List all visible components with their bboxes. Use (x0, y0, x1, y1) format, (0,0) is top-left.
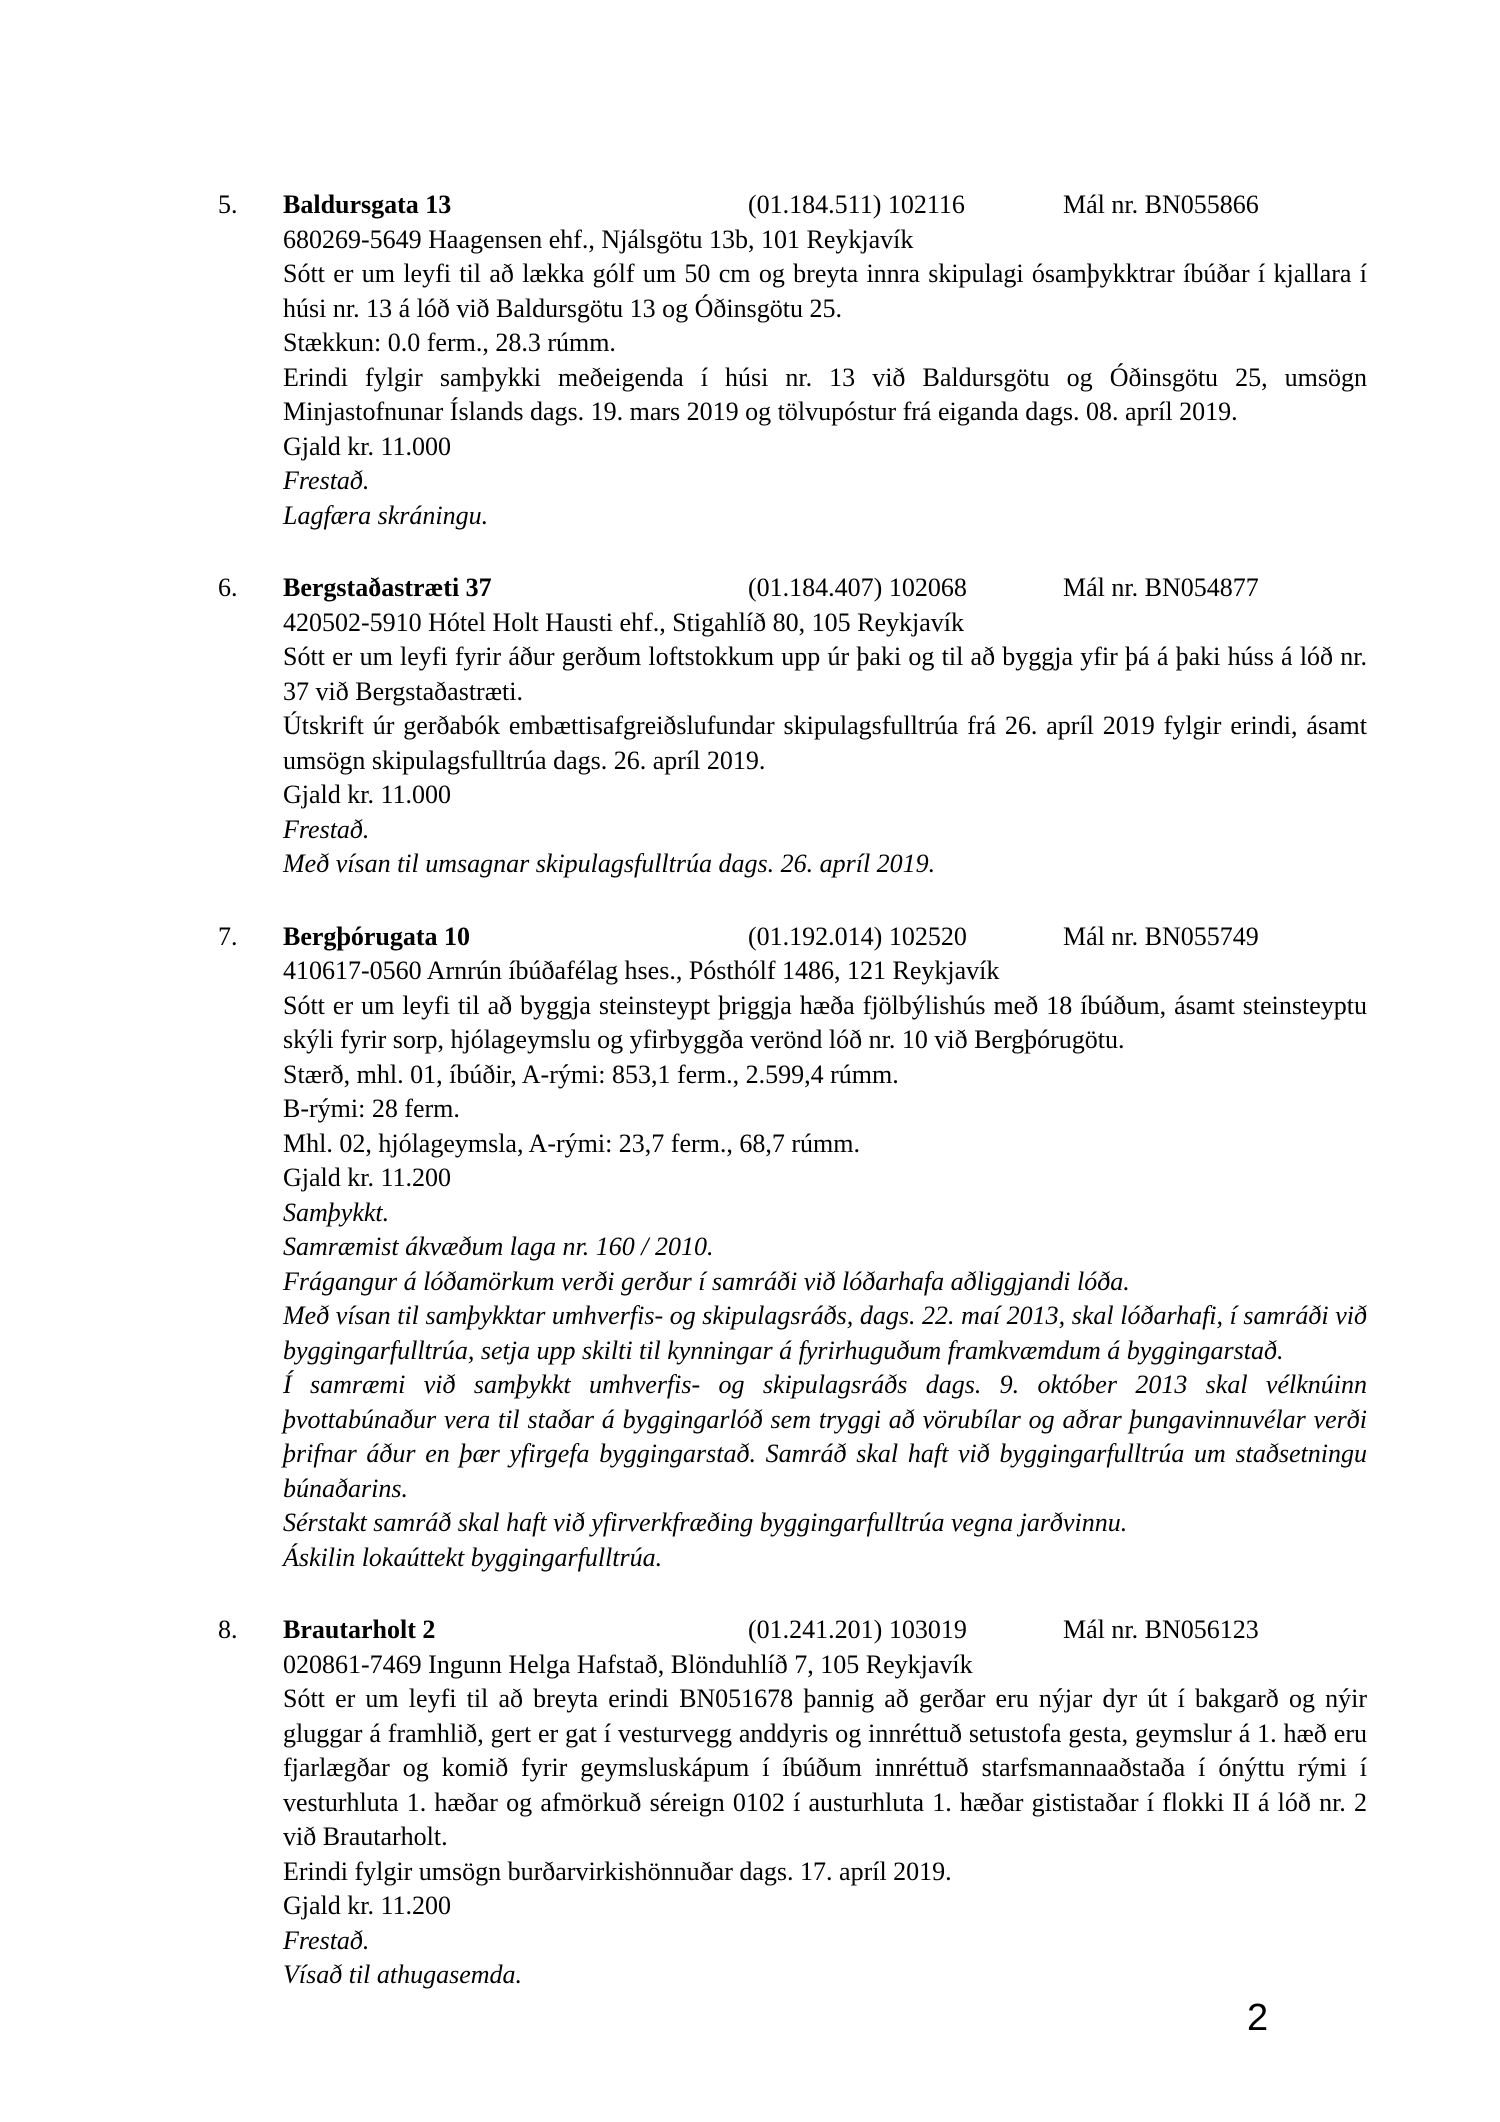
body-paragraph: Með vísan til umsagnar skipulagsfulltrúa dags. 26. apríl 2019. (283, 849, 936, 878)
body-paragraph: Lagfæra skráningu. (283, 500, 489, 530)
case-list (218, 188, 1367, 1993)
item-case-number: Mál nr. BN056123 (1063, 1615, 1259, 1644)
body-paragraph: Erindi fylgir samþykki meðeigenda í húsi nr. 13 við Baldursgötu og Óðinsgötu 25, umsögn Minjastofnunar Íslands dags. 19. mars 2019 og tölvupóstur frá eiganda dags. 08. apríl 2019. (283, 362, 1367, 426)
item-header (283, 571, 1367, 606)
agenda-item (218, 1613, 1367, 1993)
body-paragraph: Mhl. 02, hjólageymsla, A-rými: 23,7 ferm., 68,7 rúmm. (283, 1128, 860, 1158)
body-paragraph: Gjald kr. 11.000 (283, 780, 452, 809)
body-paragraph: Áskilin lokaúttekt byggingarfulltrúa. (283, 1542, 663, 1572)
item-property-ref: (01.192.014) 102520 (748, 921, 967, 951)
body-paragraph: Í samræmi við samþykkt umhverfis- og skipulagsráðs dags. 9. október 2013 skal vélknúinn þvottabúnaður vera til staðar á byggingarlóð sem tryggi að vörubílar og aðrar þungavinnuvélar verði þrifnar áður en þær yfirgefa byggingarstað. Samráð skal haft við byggingarfulltrúa um staðsetningu búnaðarins. (283, 1370, 1367, 1503)
body-paragraph: Sérstakt samráð skal haft við yfirverkfræðing byggingarfulltrúa vegna jarðvinnu. (283, 1508, 1128, 1537)
body-paragraph: B-rými: 28 ferm. (283, 1094, 460, 1123)
body-paragraph: Sótt er um leyfi fyrir áður gerðum loftstokkum upp úr þaki og til að byggja yfir þá á þaki húss á lóð nr. 37 við Bergstaðastræti. (283, 642, 1367, 706)
body-paragraph: Vísað til athugasemda. (283, 1960, 523, 1989)
item-case-number: Mál nr. BN054877 (1063, 573, 1259, 602)
body-paragraph: Frágangur á lóðamörkum verði gerður í samráði við lóðarhafa aðliggjandi lóða. (283, 1266, 1130, 1296)
item-body (283, 1682, 1367, 1993)
body-paragraph: Stærð, mhl. 01, íbúðir, A-rými: 853,1 ferm., 2.599,4 rúmm. (283, 1059, 899, 1089)
item-address: Bergþórugata 10 (283, 921, 471, 951)
item-address: Brautarholt 2 (283, 1615, 436, 1644)
item-owner: 420502-5910 Hótel Holt Hausti ehf., Stigahlíð 80, 105 Reykjavík (283, 607, 964, 637)
item-owner: 410617-0560 Arnrún íbúðafélag hses., Pósthólf 1486, 121 Reykjavík (283, 956, 1000, 985)
item-number: 5. (218, 190, 238, 219)
body-paragraph: Samþykkt. (283, 1197, 390, 1227)
body-paragraph: Gjald kr. 11.200 (283, 1891, 452, 1920)
body-paragraph: Sótt er um leyfi til að byggja steinsteypt þriggja hæða fjölbýlishús með 18 íbúðum, ásamt steinsteyptu skýli fyrir sorp, hjólageymslu og yfirbyggða verönd lóð nr. 10 við Bergþórugötu. (283, 990, 1367, 1054)
body-paragraph: Frestað. (283, 814, 370, 844)
body-paragraph: Útskrift úr gerðabók embættisafgreiðslufundar skipulagsfulltrúa frá 26. apríl 2019 fylgir erindi, ásamt umsögn skipulagsfulltrúa dags. 26. apríl 2019. (283, 711, 1367, 775)
item-number: 8. (218, 1615, 238, 1644)
agenda-item (218, 920, 1367, 1576)
agenda-item (218, 571, 1367, 882)
item-property-ref: (01.184.407) 102068 (748, 573, 967, 602)
item-body (283, 989, 1367, 1576)
item-header (283, 1613, 1367, 1648)
item-case-number: Mál nr. BN055749 (1063, 921, 1259, 951)
item-case-number: Mál nr. BN055866 (1063, 190, 1259, 219)
body-paragraph: Sótt er um leyfi til að lækka gólf um 50 cm og breyta innra skipulagi ósamþykktrar íbúðar í kjallara í húsi nr. 13 á lóð við Baldursgötu 13 og Óðinsgötu 25. (283, 259, 1367, 323)
body-paragraph: Erindi fylgir umsögn burðarvirkishönnuðar dags. 17. apríl 2019. (283, 1856, 952, 1886)
item-number: 7. (218, 921, 238, 951)
item-property-ref: (01.184.511) 102116 (748, 190, 965, 219)
body-paragraph: Frestað. (283, 466, 370, 495)
item-number: 6. (218, 573, 238, 602)
item-address: Bergstaðastræti 37 (283, 573, 492, 602)
body-paragraph: Sótt er um leyfi til að breyta erindi BN051678 þannig að gerðar eru nýjar dyr út í bakgarð og nýir gluggar á framhlið, gert er gat í vesturvegg anddyris og innréttuð setustofa gesta, geymslur á 1. hæð eru fjarlægðar og komið fyrir geymsluskápum í íbúðum innréttuð starfsmannaaðstaða í ónýttu rými í vesturhluta 1. hæðar og afmörkuð séreign 0102 í austurhluta 1. hæðar gististaðar í flokki II á lóð nr. 2 við Brautarholt. (283, 1684, 1367, 1851)
body-paragraph: Frestað. (283, 1925, 370, 1955)
body-paragraph: Stækkun: 0.0 ferm., 28.3 rúmm. (283, 328, 616, 357)
item-property-ref: (01.241.201) 103019 (748, 1615, 967, 1644)
body-paragraph: Gjald kr. 11.000 (283, 431, 452, 461)
item-owner: 020861-7469 Ingunn Helga Hafstað, Blönduhlíð 7, 105 Reykjavík (283, 1649, 973, 1679)
page-number: 2 (1247, 1997, 1269, 2039)
body-paragraph: Samræmist ákvæðum laga nr. 160 / 2010. (283, 1232, 714, 1261)
body-paragraph: Gjald kr. 11.200 (283, 1163, 452, 1192)
item-body (283, 257, 1367, 533)
item-header (283, 920, 1367, 955)
item-address: Baldursgata 13 (283, 190, 452, 219)
agenda-item (218, 188, 1367, 533)
item-body (283, 640, 1367, 882)
body-paragraph: Með vísan til samþykktar umhverfis- og skipulagsráðs, dags. 22. maí 2013, skal lóðarhafi, í samráði við byggingarfulltrúa, setja upp skilti til kynningar á fyrirhuguðum framkvæmdum á byggingarstað. (283, 1301, 1367, 1365)
item-header (283, 188, 1367, 223)
item-owner: 680269-5649 Haagensen ehf., Njálsgötu 13b, 101 Reykjavík (283, 224, 914, 254)
